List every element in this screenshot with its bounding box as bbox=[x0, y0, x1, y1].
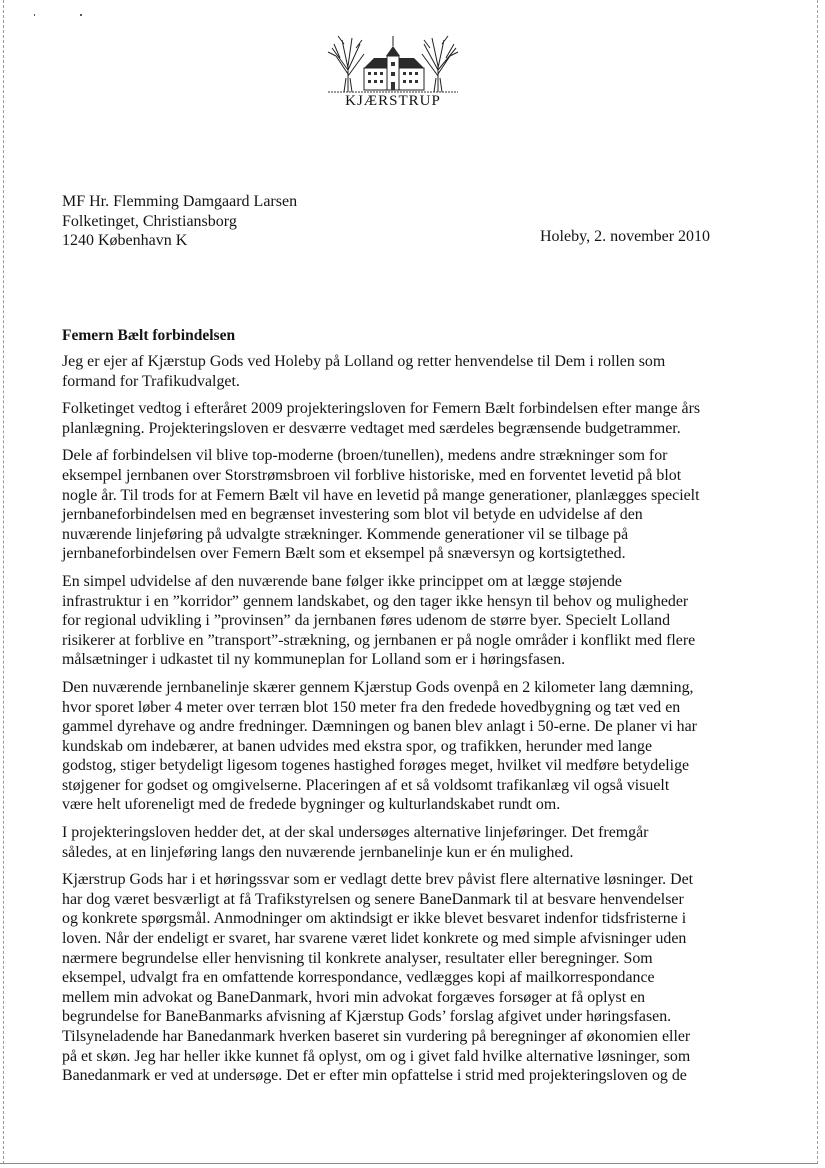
paragraph-line: og konkrete spørgsmål. Anmodninger om aktindsigt er ikke blevet besvaret indenfor tidsfristerne i bbox=[62, 910, 687, 928]
paragraph-line: mellem min advokat og BaneDanmark, hvori min advokat forgæves forsøger at få oplyst en bbox=[62, 988, 646, 1006]
paragraph-line: målsætninger i udkastet til ny kommuneplan for Lolland som er i høringsfasen. bbox=[62, 651, 566, 669]
paragraph-line: gammel dyrehave og andre fredninger. Dæmningen og banen blev anlagt i 50-erne. De planer vi har bbox=[62, 718, 697, 736]
paragraph-line: således, at en linjeføring langs den nuværende jernbanelinje kun er én mulighed. bbox=[62, 843, 574, 861]
paragraph-line: loven. Når der endeligt er svaret, har svarene været lidet konkrete og med simple afvisninger uden bbox=[62, 930, 687, 948]
paragraph bbox=[62, 823, 774, 862]
paragraph-line: Tilsyneladende har Banedanmark hverken baseret sin vurdering på beregninger af økonomien eller bbox=[62, 1028, 691, 1045]
paragraph-line: Folketinget vedtog i efteråret 2009 projekteringsloven for Femern Bælt forbindelsen efter mange års bbox=[62, 400, 701, 418]
place-date: Holeby, 2. november 2010 bbox=[540, 228, 711, 245]
manor-house-sketch-icon bbox=[326, 34, 460, 96]
paragraph-line: være helt uforeneligt med de fredede bygninger og kulturlandskabet rundt om. bbox=[62, 796, 561, 814]
paragraph-line: formand for Trafikudvalget. bbox=[62, 372, 240, 390]
paragraph-line: godstog, stiger betydeligt ligesom togenes hastighed forøges meget, hvilket vil medføre betydelige bbox=[62, 757, 690, 775]
paragraph-line: eksempel jernbanen over Storstrømsbroen vil forblive historiske, med en forventet levetid på blot bbox=[62, 466, 682, 484]
paragraph-line: begrundelse for BaneBanmarks afvisning af Kjærstup Gods’ forslag afgivet under høringsfasen. bbox=[62, 1008, 672, 1026]
paragraph bbox=[62, 678, 774, 815]
paragraph-line: støjgener for godset og omgivelserne. Placeringen af et så voldsomt trafikanlæg vil også visuelt bbox=[62, 776, 670, 794]
page-edge-bottom bbox=[0, 1163, 818, 1164]
paragraph-line: planlægning. Projekteringsloven er desværre vedtaget med særdeles begrænsende budgetrammer. bbox=[62, 419, 681, 437]
paragraph-line: kundskab om indebærer, at banen udvides med ekstra spor, og trafikken, herunder med lange bbox=[62, 737, 653, 755]
scan-speck bbox=[80, 14, 82, 16]
recipient-address bbox=[62, 192, 297, 251]
paragraph bbox=[62, 399, 774, 438]
paragraph-line: I projekteringsloven hedder det, at der skal undersøges alternative linjeføringer. Det fremgår bbox=[62, 824, 649, 842]
letter-subject: Femern Bælt forbindelsen bbox=[62, 327, 236, 344]
paragraph-line: Dele af forbindelsen vil blive top-moderne (broen/tunellen), medens andre strækninger som for bbox=[62, 447, 668, 465]
scan-speck bbox=[34, 14, 35, 16]
page-edge-left bbox=[3, 0, 4, 1164]
paragraph bbox=[62, 352, 774, 391]
recipient-postal: 1240 København K bbox=[62, 232, 188, 249]
paragraph-line: jernbaneforbindelsen over Femern Bælt som et eksempel på snæversyn og kortsigtethed. bbox=[62, 545, 626, 563]
paragraph bbox=[62, 446, 774, 564]
page-edge-right bbox=[817, 0, 818, 1164]
paragraph-line: Banedanmark er ved at undersøge. Det er efter min opfattelse i strid med projekteringsloven og de bbox=[62, 1067, 687, 1085]
paragraph-line: nogle år. Til trods for at Femern Bælt vil have en levetid på mange generationer, planlægges specielt bbox=[62, 486, 700, 504]
paragraph-line: for regional udvikling i ”provinsen” da jernbanen føres udenom de større byer. Specielt Lolland bbox=[62, 612, 671, 630]
paragraph bbox=[62, 572, 774, 670]
paragraph-line: risikerer at forblive en ”transport”-strækning, og jernbanen er på nogle områder i konflikt med flere bbox=[62, 631, 696, 649]
paragraph bbox=[62, 870, 774, 1086]
paragraph-line: Den nuværende jernbanelinje skærer gennem Kjærstup Gods ovenpå en 2 kilometer lang dæmning, bbox=[62, 678, 694, 696]
paragraph-line: har dog været besværligt at få Trafikstyrelsen og senere BaneDanmark til at besvare henvendelser bbox=[62, 890, 684, 908]
letter-body bbox=[62, 326, 774, 1094]
paragraph-line: på et skøn. Jeg har heller ikke kunnet få oplyst, om og i givet fald hvilke alternative løsninger, som bbox=[62, 1047, 691, 1065]
paragraph-line: Kjærstrup Gods har i et høringssvar som er vedlagt dette brev påvist flere alternative løsninger. Det bbox=[62, 871, 694, 889]
paragraph-line: jernbaneforbindelsen med en begrænset investering som blot vil betyde en udvidelse af den bbox=[62, 506, 643, 524]
paragraph-line: infrastruktur i en ”korridor” gennem landskabet, og den tager ikke hensyn til behov og muligheder bbox=[62, 592, 689, 610]
paragraph-line: nærmere begrundelse eller henvisning til konkrete analyser, resultater eller beregninger. Som bbox=[62, 949, 653, 967]
paragraph-line: hvor sporet løber 4 meter over terræn blot 150 meter fra den fredede hovedbygning og tæt ved en bbox=[62, 698, 681, 716]
letterhead-wordmark: KJÆRSTRUP bbox=[345, 93, 441, 109]
paragraph-line: Jeg er ejer af Kjærstup Gods ved Holeby på Lolland og retter henvendelse til Dem i rollen som bbox=[62, 353, 666, 370]
paragraph-line: En simpel udvidelse af den nuværende bane følger ikke princippet om at lægge støjende bbox=[62, 572, 622, 590]
recipient-name: MF Hr. Flemming Damgaard Larsen bbox=[62, 193, 298, 210]
recipient-organization: Folketinget, Christiansborg bbox=[62, 212, 237, 230]
paragraph-line: nuværende linjeføring på udvalgte strækninger. Kommende generationer vil se tilbage på bbox=[62, 525, 629, 543]
letterhead-logo bbox=[326, 34, 460, 108]
paragraph-line: eksempel, udvalgt fra en omfattende korrespondance, vedlægges kopi af mailkorrespondance bbox=[62, 969, 655, 987]
